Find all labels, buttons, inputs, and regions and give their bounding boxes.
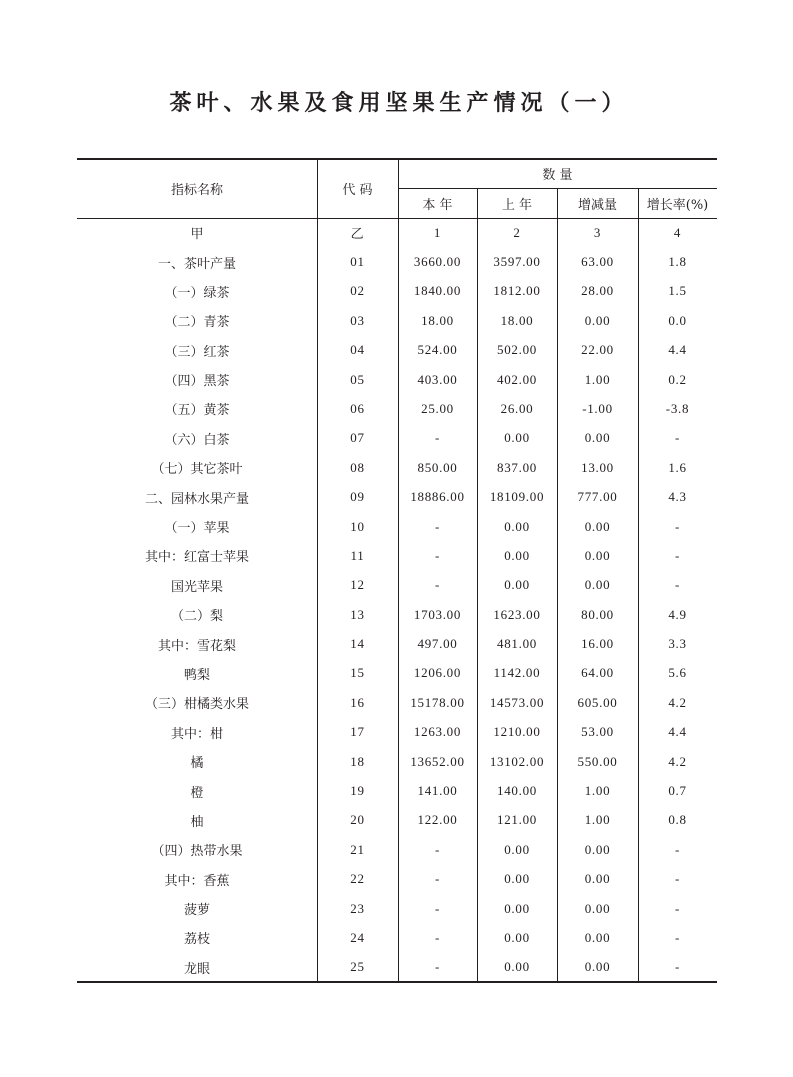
row-code-cell: 21 — [350, 841, 365, 857]
current-year-cell: 25.00 — [421, 400, 454, 416]
row-name-cell: 橙 — [190, 785, 204, 801]
row-name-cell: 其中：柑 — [170, 726, 223, 742]
previous-year-cell: 0.00 — [504, 871, 530, 887]
table-row — [77, 336, 717, 365]
row-name-cell: 甲 — [190, 227, 204, 243]
change-cell: 777.00 — [577, 489, 618, 505]
change-cell: 605.00 — [577, 694, 618, 710]
table-body — [77, 218, 717, 982]
change-cell: -1.00 — [582, 400, 613, 416]
row-code-cell: 15 — [350, 665, 365, 681]
table-row — [77, 600, 717, 629]
row-name-cell: 其中：红富士苹果 — [144, 550, 249, 566]
row-name-cell: 橘 — [190, 756, 204, 772]
table-row — [77, 512, 717, 541]
row-name-cell: （四）热带水果 — [151, 844, 243, 860]
growth-rate-cell: - — [674, 518, 681, 534]
row-name-cell: 一、茶叶产量 — [157, 256, 236, 272]
table-row — [77, 482, 717, 511]
row-name-cell: （三）红茶 — [164, 344, 230, 360]
row-code-cell: 07 — [350, 430, 365, 446]
previous-year-cell: 0.00 — [504, 959, 530, 975]
previous-year-cell: 0.00 — [504, 430, 530, 446]
row-code-cell: 17 — [350, 724, 365, 740]
header-change: 增减量 — [577, 197, 617, 213]
change-cell: 1.00 — [584, 812, 611, 828]
growth-rate-cell: - — [674, 577, 681, 593]
growth-rate-cell: 1.8 — [668, 254, 687, 270]
growth-rate-cell: 0.0 — [668, 312, 687, 328]
current-year-cell: 1206.00 — [413, 665, 462, 681]
row-code-cell: 18 — [350, 753, 365, 769]
table-row — [77, 571, 717, 600]
table-row — [77, 659, 717, 688]
current-year-cell: - — [434, 577, 441, 593]
row-name-cell: 龙眼 — [183, 961, 210, 977]
row-code-cell: 05 — [350, 371, 365, 387]
change-cell: 0.00 — [584, 841, 611, 857]
row-name-cell: 其中：香蕉 — [164, 873, 230, 889]
change-cell: 0.00 — [584, 959, 611, 975]
current-year-cell: 122.00 — [417, 812, 458, 828]
current-year-cell: 403.00 — [417, 371, 458, 387]
change-cell: 0.00 — [584, 430, 611, 446]
table-row — [77, 718, 717, 747]
row-code-cell: 03 — [350, 312, 365, 328]
current-year-cell: 850.00 — [417, 459, 458, 475]
table-row — [77, 806, 717, 835]
change-cell: 0.00 — [584, 518, 611, 534]
table-row — [77, 864, 717, 893]
growth-rate-cell: - — [674, 871, 681, 887]
row-name-cell: 其中：雪花梨 — [157, 638, 236, 654]
change-cell: 64.00 — [581, 665, 614, 681]
growth-rate-cell: 4.4 — [668, 724, 687, 740]
header-indicator-name: 指标名称 — [170, 182, 223, 198]
growth-rate-cell: - — [674, 547, 681, 563]
table-row — [77, 747, 717, 776]
table-row — [77, 953, 717, 982]
current-year-cell: 1263.00 — [413, 724, 462, 740]
current-year-cell: - — [434, 929, 441, 945]
previous-year-cell: 13102.00 — [489, 753, 545, 769]
growth-rate-cell: 4.2 — [668, 753, 687, 769]
change-cell: 0.00 — [584, 577, 611, 593]
row-code-cell: 11 — [350, 547, 365, 563]
row-code-cell: 25 — [350, 959, 365, 975]
previous-year-cell: 18.00 — [500, 312, 534, 328]
row-name-cell: （二）梨 — [170, 609, 223, 625]
previous-year-cell: 1142.00 — [493, 665, 541, 681]
current-year-cell: 18.00 — [421, 312, 454, 328]
row-name-cell: 国光苹果 — [170, 579, 223, 595]
previous-year-cell: 837.00 — [497, 459, 537, 475]
previous-year-cell: 18109.00 — [489, 489, 545, 505]
change-cell: 0.00 — [584, 312, 611, 328]
row-name-cell: （四）黑茶 — [164, 374, 230, 390]
row-code-cell: 23 — [350, 900, 365, 916]
previous-year-cell: 1812.00 — [493, 283, 541, 299]
change-cell: 0.00 — [584, 929, 611, 945]
table-row — [77, 306, 717, 335]
header-code: 代 码 — [342, 182, 373, 198]
table-row — [77, 247, 717, 276]
previous-year-cell: 0.00 — [504, 518, 530, 534]
growth-rate-cell: - — [674, 929, 681, 945]
current-year-cell: - — [434, 841, 441, 857]
change-cell: 550.00 — [577, 753, 618, 769]
table-row — [77, 835, 717, 864]
growth-rate-cell: 5.6 — [668, 665, 687, 681]
growth-rate-cell: - — [674, 841, 681, 857]
change-cell: 16.00 — [581, 636, 614, 652]
previous-year-cell: 26.00 — [500, 400, 534, 416]
change-cell: 63.00 — [581, 254, 614, 270]
row-name-cell: 二、园林水果产量 — [144, 491, 249, 507]
row-code-cell: 04 — [350, 342, 365, 358]
growth-rate-cell: 0.2 — [668, 371, 687, 387]
change-cell: 0.00 — [584, 871, 611, 887]
row-name-cell: 柚 — [190, 814, 204, 830]
row-code-cell: 08 — [350, 459, 365, 475]
row-name-cell: 菠萝 — [183, 903, 210, 919]
previous-year-cell: 481.00 — [497, 636, 537, 652]
row-code-cell: 09 — [350, 489, 365, 505]
change-cell: 0.00 — [584, 547, 611, 563]
row-code-cell: 02 — [350, 283, 365, 299]
previous-year-cell: 3597.00 — [493, 254, 541, 270]
growth-rate-cell: - — [674, 900, 681, 916]
table-row — [77, 776, 717, 805]
change-cell: 80.00 — [581, 606, 614, 622]
table-row — [77, 365, 717, 394]
row-name-cell: （一）苹果 — [164, 521, 230, 537]
growth-rate-cell: 3.3 — [668, 636, 687, 652]
header-growth-rate: 增长率(%) — [646, 197, 709, 213]
table-row — [77, 894, 717, 923]
row-code-cell: 16 — [350, 694, 365, 710]
growth-rate-cell: 4.4 — [668, 342, 687, 358]
current-year-cell: - — [434, 959, 441, 975]
row-code-cell: 12 — [350, 577, 365, 593]
current-year-cell: 1 — [433, 224, 442, 240]
current-year-cell: - — [434, 900, 441, 916]
previous-year-cell: 140.00 — [497, 783, 537, 798]
current-year-cell: 524.00 — [417, 342, 458, 358]
growth-rate-cell: - — [674, 959, 681, 975]
previous-year-cell: 0.00 — [504, 900, 530, 916]
current-year-cell: 141.00 — [417, 783, 458, 798]
change-cell: 1.00 — [584, 371, 611, 387]
row-code-cell: 19 — [350, 783, 365, 798]
growth-rate-cell: 1.6 — [668, 459, 687, 475]
current-year-cell: 1703.00 — [413, 606, 462, 622]
previous-year-cell: 402.00 — [497, 371, 537, 387]
row-name-cell: （七）其它茶叶 — [151, 462, 243, 478]
table-row — [77, 453, 717, 482]
growth-rate-cell: 0.8 — [668, 812, 687, 828]
row-name-cell: （五）黄茶 — [164, 403, 230, 419]
current-year-cell: - — [434, 871, 441, 887]
current-year-cell: 13652.00 — [410, 753, 465, 769]
current-year-cell: - — [434, 430, 441, 446]
previous-year-cell: 121.00 — [497, 812, 537, 828]
row-name-cell: （三）柑橘类水果 — [144, 697, 249, 713]
growth-rate-cell: 4.2 — [668, 694, 687, 710]
column-index-row — [77, 218, 717, 247]
change-cell: 1.00 — [584, 783, 611, 798]
change-cell: 0.00 — [584, 900, 611, 916]
change-cell: 13.00 — [581, 459, 614, 475]
table-row — [77, 394, 717, 423]
previous-year-cell: 0.00 — [504, 577, 530, 593]
row-code-cell: 14 — [350, 636, 365, 652]
row-name-cell: 鸭梨 — [183, 667, 210, 683]
change-cell: 28.00 — [581, 283, 614, 299]
previous-year-cell: 1210.00 — [493, 724, 541, 740]
table-row — [77, 629, 717, 658]
table-row — [77, 688, 717, 717]
change-cell: 3 — [593, 224, 602, 240]
change-cell: 53.00 — [581, 724, 614, 740]
previous-year-cell: 2 — [513, 224, 521, 240]
table-row — [77, 424, 717, 453]
row-name-cell: 荔枝 — [183, 932, 210, 948]
growth-rate-cell: -3.8 — [665, 400, 690, 416]
current-year-cell: - — [434, 547, 441, 563]
page-title: 茶叶、水果及食用坚果生产情况（一） — [169, 90, 629, 116]
table-row — [77, 541, 717, 570]
header-current-year: 本 年 — [422, 197, 453, 213]
row-name-cell: （六）白茶 — [164, 432, 230, 448]
growth-rate-cell: 0.7 — [668, 783, 687, 798]
previous-year-cell: 1623.00 — [493, 606, 541, 622]
row-code-cell: 01 — [350, 254, 365, 270]
header-quantity: 数 量 — [542, 167, 573, 183]
row-name-cell: （二）青茶 — [164, 315, 230, 331]
change-cell: 22.00 — [581, 342, 614, 358]
previous-year-cell: 14573.00 — [489, 694, 545, 710]
row-code-cell: 13 — [350, 606, 365, 622]
row-code-cell: 10 — [350, 518, 365, 534]
current-year-cell: 1840.00 — [413, 283, 462, 299]
current-year-cell: - — [434, 518, 441, 534]
current-year-cell: 497.00 — [417, 636, 458, 652]
row-code-cell: 06 — [350, 400, 365, 416]
previous-year-cell: 0.00 — [504, 547, 530, 563]
growth-rate-cell: 4.9 — [668, 606, 687, 622]
row-name-cell: （一）绿茶 — [164, 285, 230, 301]
header-previous-year: 上 年 — [501, 197, 533, 213]
previous-year-cell: 502.00 — [497, 342, 537, 358]
current-year-cell: 18886.00 — [410, 489, 465, 505]
statistics-table — [77, 158, 717, 983]
table-row — [77, 277, 717, 306]
previous-year-cell: 0.00 — [504, 929, 530, 945]
growth-rate-cell: - — [674, 430, 681, 446]
growth-rate-cell: 4.3 — [668, 489, 687, 505]
row-code-cell: 乙 — [350, 226, 365, 242]
growth-rate-cell: 4 — [673, 224, 682, 240]
growth-rate-cell: 1.5 — [668, 283, 687, 299]
current-year-cell: 3660.00 — [413, 254, 462, 270]
row-code-cell: 20 — [350, 812, 365, 828]
current-year-cell: 15178.00 — [410, 694, 465, 710]
row-code-cell: 22 — [350, 871, 365, 887]
table-row — [77, 923, 717, 952]
row-code-cell: 24 — [350, 929, 365, 945]
previous-year-cell: 0.00 — [504, 841, 530, 857]
